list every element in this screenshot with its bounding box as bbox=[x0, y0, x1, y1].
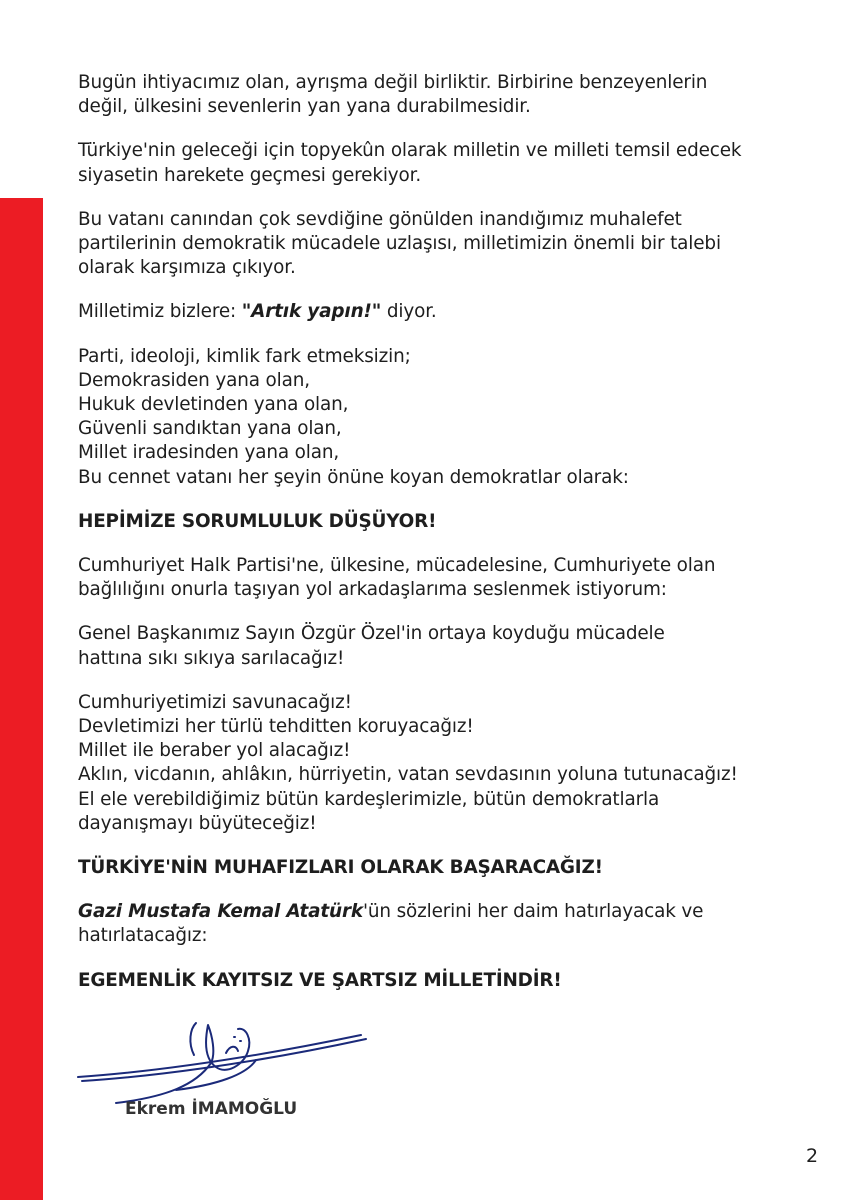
paragraph-1: Bugün ihtiyacımız olan, ayrışma değil birliktir. Birbirine benzeyenlerin değil, ülkesini sevenlerin yan yana durabilmesidir. bbox=[78, 72, 708, 118]
heading-sovereignty: EGEMENLİK KAYITSIZ VE ŞARTSIZ MİLLETİNDİR! bbox=[78, 969, 562, 991]
paragraph-7: Cumhuriyet Halk Partisi'ne, ülkesine, mücadelesine, Cumhuriyete olan bağlılığını onurla taşıyan yol arkadaşlarıma seslenmek istiyorum: bbox=[78, 555, 716, 601]
letter-body bbox=[78, 71, 798, 993]
ataturk-name: Gazi Mustafa Kemal Atatürk bbox=[78, 901, 363, 923]
paragraph-8: Genel Başkanımız Sayın Özgür Özel'in ortaya koyduğu mücadele hattına sıkı sıkıya sarılacağız! bbox=[78, 623, 665, 669]
heading-guardians: TÜRKİYE'NİN MUHAFIZLARI OLARAK BAŞARACAĞIZ! bbox=[78, 857, 603, 879]
paragraph-5: Parti, ideoloji, kimlik fark etmeksizin; Demokrasiden yana olan, Hukuk devletinden yana olan, Güvenli sandıktan yana olan, Millet iradesinden yana olan, Bu cennet vatanı her şeyin önüne koyan demokratlar olarak: bbox=[78, 345, 629, 488]
quote-artik-yapin: "Artık yapın!" bbox=[241, 301, 382, 323]
paragraph-4: Milletimiz bizlere: "Artık yapın!" diyor. bbox=[78, 301, 437, 323]
paragraph-2: Türkiye'nin geleceği için topyekûn olarak milletin ve milleti temsil edecek siyasetin harekete geçmesi gerekiyor. bbox=[78, 140, 742, 186]
paragraph-3: Bu vatanı canından çok sevdiğine gönülden inandığımız muhalefet partilerinin demokratik mücadele uzlaşısı, milletimizin önemli bir talebi olarak karşımıza çıkıyor. bbox=[78, 208, 721, 279]
heading-responsibility: HEPİMİZE SORUMLULUK DÜŞÜYOR! bbox=[78, 510, 437, 532]
paragraph-11: Gazi Mustafa Kemal Atatürk'ün sözlerini her daim hatırlayacak ve hatırlatacağız: bbox=[78, 901, 704, 947]
signatory-name: Ekrem İMAMOĞLU bbox=[125, 1099, 298, 1119]
page-number: 2 bbox=[806, 1145, 819, 1167]
red-side-bar bbox=[0, 198, 43, 1200]
handwritten-signature bbox=[76, 1015, 376, 1110]
paragraph-9: Cumhuriyetimizi savunacağız! Devletimizi her türlü tehditten koruyacağız! Millet ile beraber yol alacağız! Aklın, vicdanın, ahlâkın, hürriyetin, vatan sevdasının yoluna tutunacağız! El ele verebildiğimiz bütün kardeşlerimizle, bütün demokratlarla dayanışmayı büyüteceğiz! bbox=[78, 691, 738, 834]
